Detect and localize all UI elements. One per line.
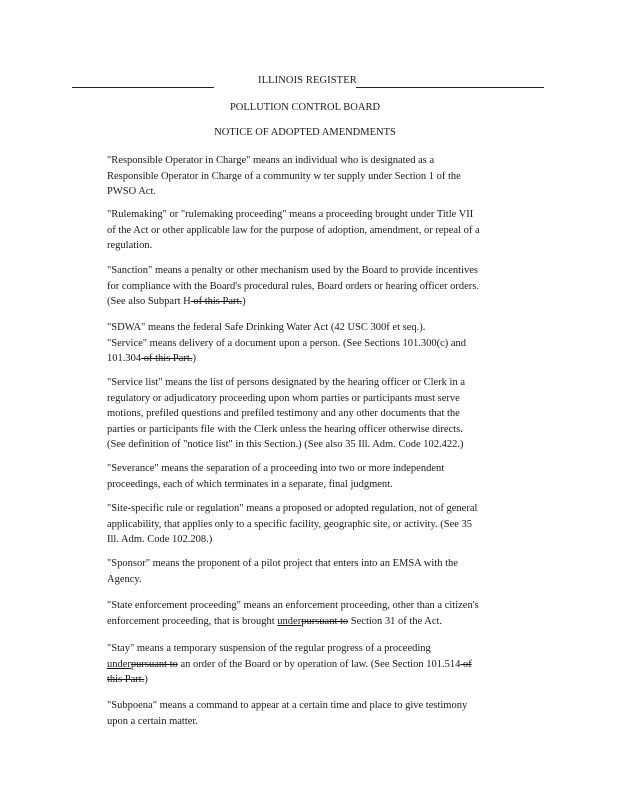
text-line: [107, 657, 547, 673]
text-run: 101.304: [107, 353, 142, 364]
text-line: PWSO Act.: [107, 186, 157, 197]
text-run: (See also Subpart: [107, 296, 184, 307]
text-line: [107, 614, 547, 630]
text-line: regulatory or adjudicatory proceeding upon whom parties or participants must serve: [107, 392, 460, 404]
board-title: POLLUTION CONTROL BOARD: [229, 102, 381, 113]
text-line: motions, prefiled questions and prefiled testimony and any other documents that the: [107, 408, 460, 419]
text-run: Section 31 of the Act.: [348, 615, 443, 627]
text-line: "Subpoena" means a command to appear at a certain time and place to give testimony: [107, 700, 468, 711]
text-line: "Service" means delivery of a document upon a person. (See Sections 101.300(c) and: [107, 337, 467, 349]
text-run: ): [192, 353, 196, 364]
deleted-text: this Part.: [107, 674, 145, 685]
header-rule-right: [356, 87, 544, 88]
text-line: of the Act or other applicable law for the purpose of adoption, amendment, or repeal of a: [107, 224, 480, 236]
text-run: ): [242, 296, 246, 307]
definition-responsible-operator: [107, 153, 547, 200]
text-line: (See definition of "notice list" in this Section.) (See also 35 Ill. Adm. Code 102.422.): [107, 439, 464, 450]
text-line: regulation.: [107, 240, 153, 251]
text-line: "State enforcement proceeding" means an enforcement proceeding, other than a citizen's: [107, 600, 479, 611]
text-line: "Severance" means the separation of a proceeding into two or more independent: [107, 463, 445, 474]
text-line: "Responsible Operator in Charge" means an individual who is designated as a: [107, 155, 435, 166]
text-line: "Site-specific rule or regulation" means a proposed or adopted regulation, not of general: [107, 503, 478, 514]
definition-service-list: [107, 375, 547, 453]
deleted-text: of: [460, 658, 472, 670]
deleted-text: of this Part.: [141, 353, 193, 364]
register-title: ILLINOIS REGISTER: [258, 75, 357, 86]
inserted-text: under: [277, 615, 302, 627]
definition-stay: [107, 641, 547, 688]
text-line: [107, 294, 547, 310]
text-line: "SDWA" means the federal Safe Drinking Water Act (42 USC 300f et seq.).: [107, 322, 426, 333]
deleted-text: pursuant to: [301, 615, 349, 627]
definition-severance: [107, 461, 547, 492]
text-line: Responsible Operator in Charge of a community w ter supply under Section 1 of the: [107, 170, 461, 182]
text-line: applicability, that applies only to a specific facility, geographic site, or activity. (See 35: [107, 518, 473, 530]
deleted-text: of this Part.: [190, 296, 243, 307]
text-run: an order of the Board or by operation of law. (See Section 101.514: [177, 658, 461, 670]
text-line: proceedings, each of which terminates in a separate, final judgment.: [107, 478, 393, 490]
text-line: "Sanction" means a penalty or other mechanism used by the Board to provide incentives: [107, 265, 479, 276]
notice-title: NOTICE OF ADOPTED AMENDMENTS: [214, 127, 396, 138]
text-line: parties or participants file with the Clerk unless the hearing officer otherwise directs.: [107, 423, 463, 435]
header-rule-left: [72, 87, 214, 88]
definition-sanction: [107, 263, 547, 310]
definition-state-enforcement: [107, 598, 547, 629]
definition-subpoena: [107, 698, 547, 729]
text-line: "Stay" means a temporary suspension of the regular progress of a proceeding: [107, 643, 431, 654]
text-line: Ill. Adm. Code 102.208.): [107, 534, 213, 545]
text-line: for compliance with the Board's procedural rules, Board orders or hearing officer orders.: [107, 280, 479, 292]
text-line: [107, 351, 547, 367]
text-line: Agency.: [107, 573, 142, 585]
deleted-text: pursuant to: [130, 658, 178, 670]
text-line: "Rulemaking" or "rulemaking proceeding" means a proceeding brought under Title VII: [107, 209, 474, 220]
definition-sdwa-service: [107, 320, 547, 367]
text-run: ): [144, 674, 148, 685]
text-line: [107, 672, 547, 688]
inserted-text: under: [107, 658, 131, 670]
definition-sponsor: [107, 556, 547, 587]
text-run: enforcement proceeding, that is brought: [107, 615, 278, 627]
register-header: [72, 75, 544, 89]
text-run: H: [183, 296, 191, 307]
definition-rulemaking: [107, 207, 547, 254]
text-line: "Sponsor" means the proponent of a pilot project that enters into an EMSA with the: [107, 558, 458, 569]
definition-site-specific: [107, 501, 547, 548]
text-line: upon a certain matter.: [107, 715, 198, 727]
text-line: "Service list" means the list of persons designated by the hearing officer or Clerk in a: [107, 377, 465, 388]
